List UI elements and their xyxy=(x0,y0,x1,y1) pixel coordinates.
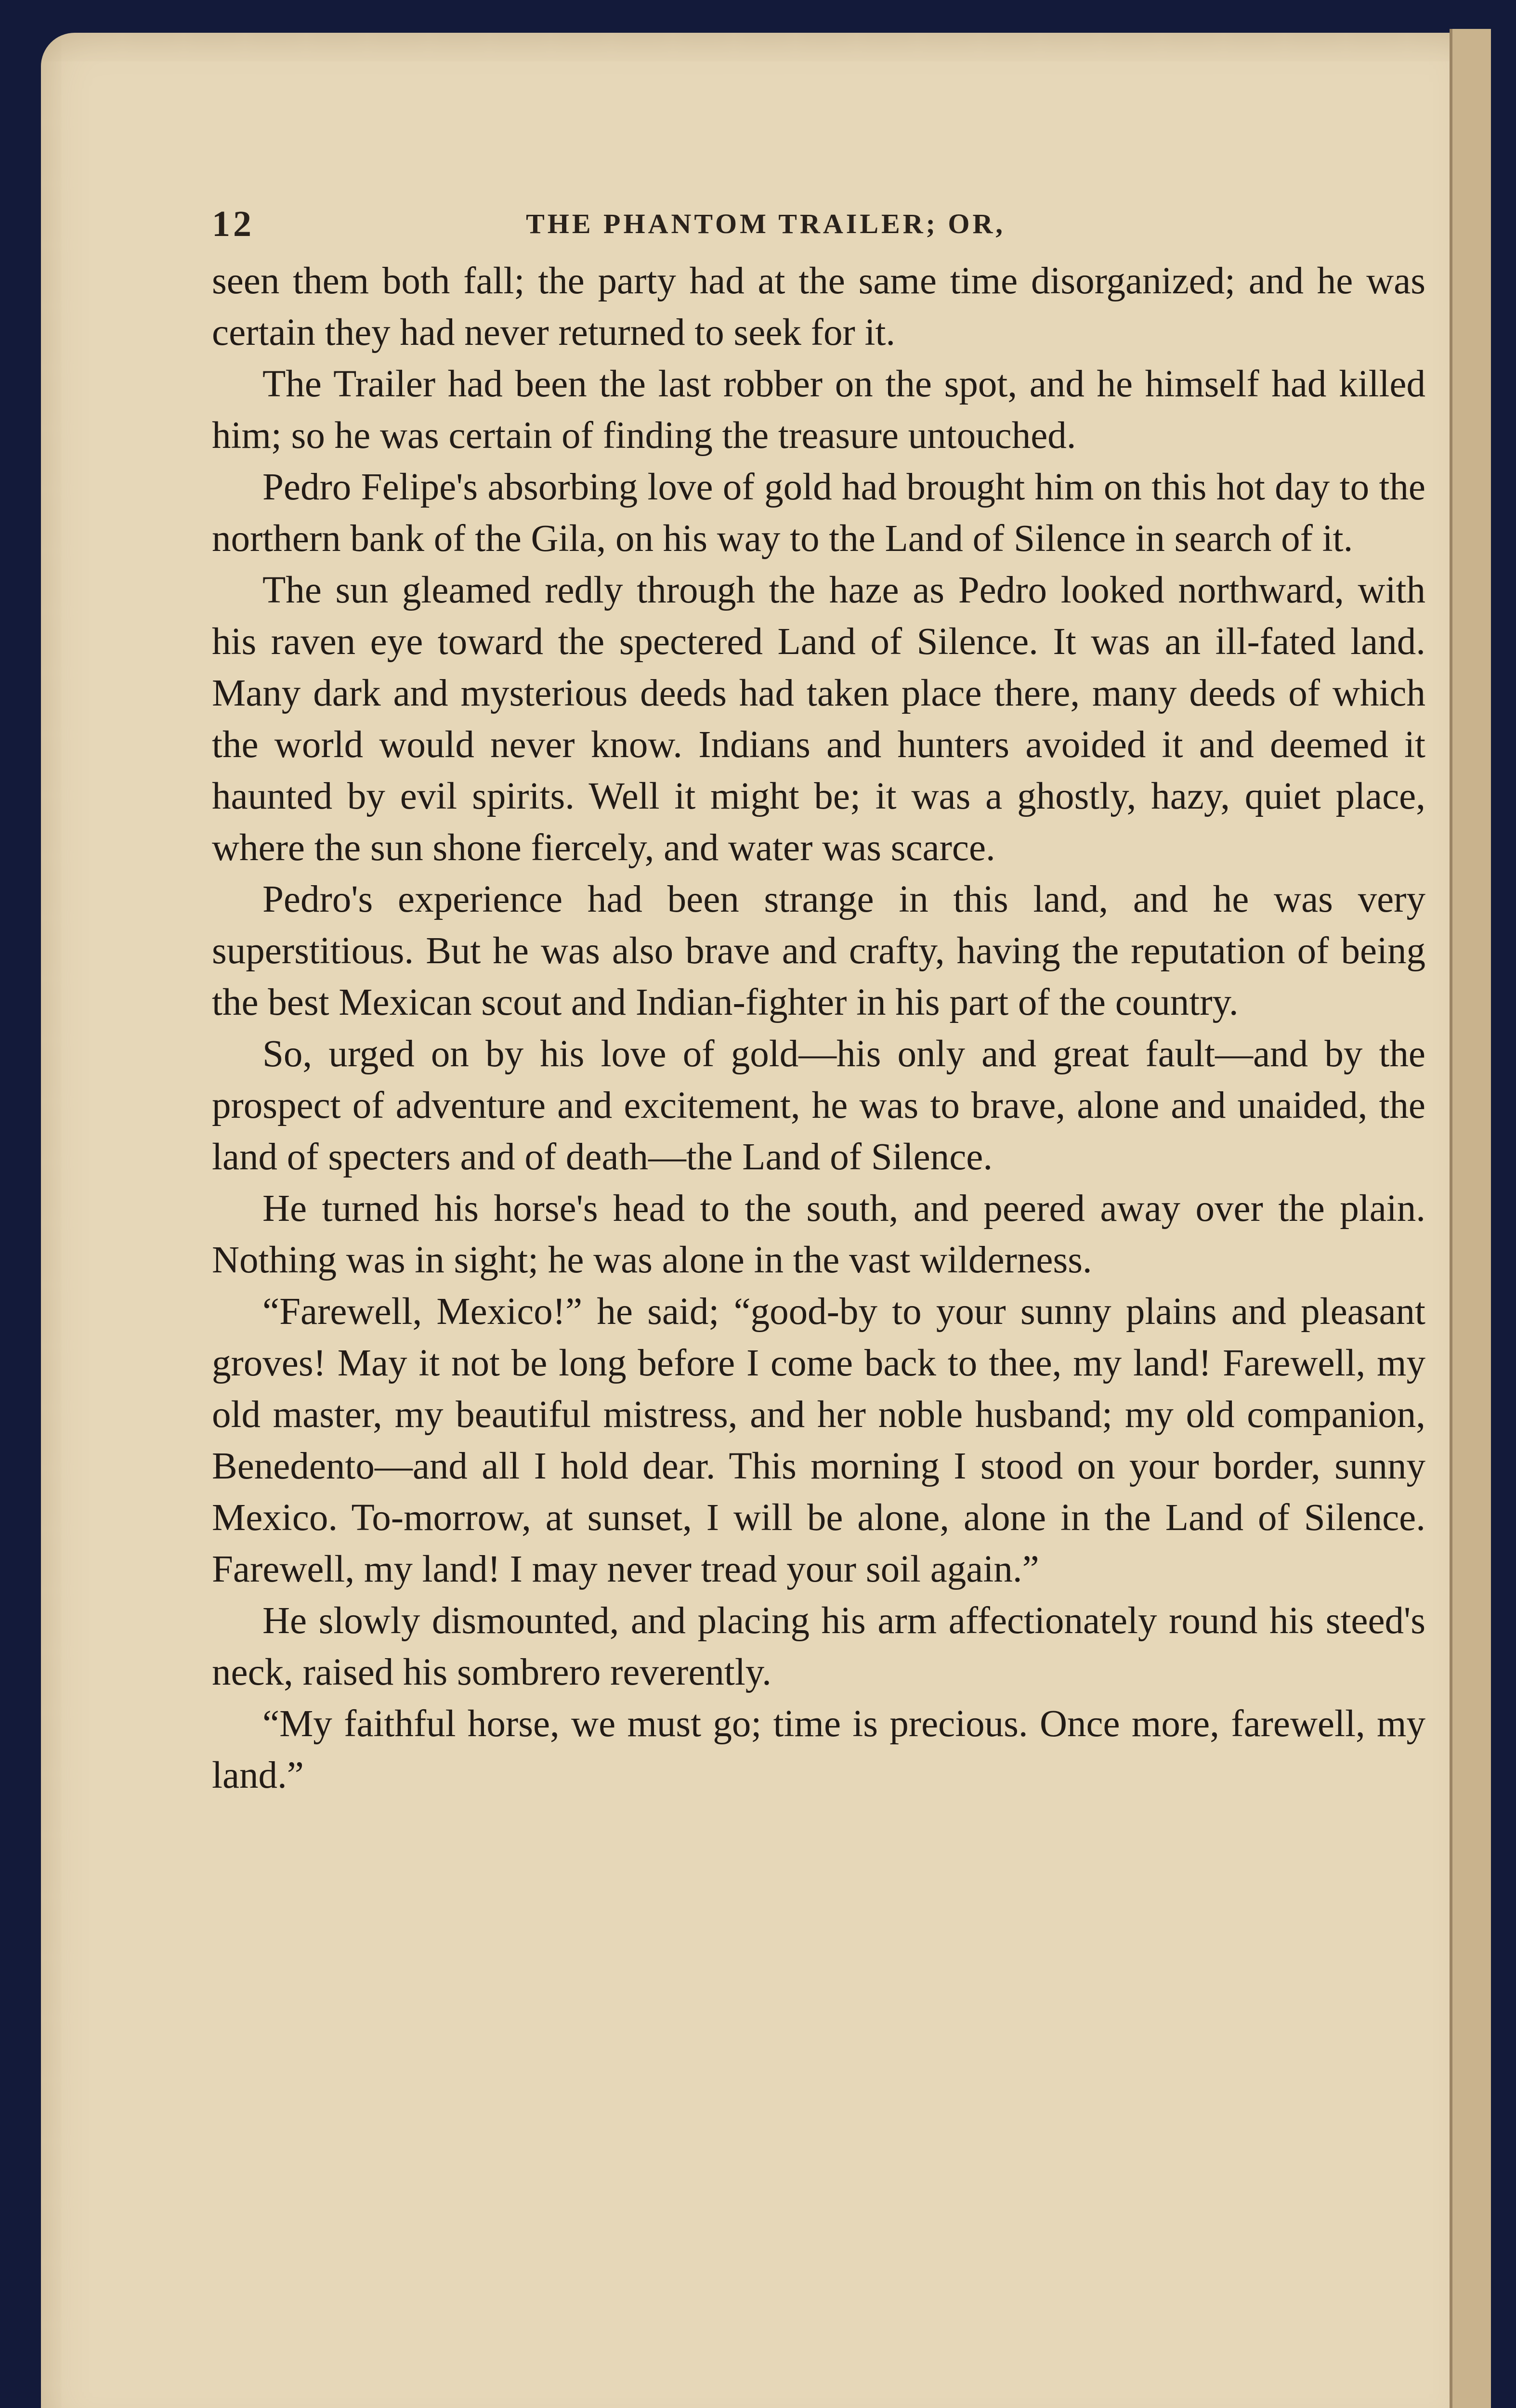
paragraph: He slowly dismounted, and placing his arm affectionately round his steed's neck, raised his sombrero reverently. xyxy=(212,1600,1425,1693)
paragraph: Pedro's experience had been strange in this land, and he was very superstitious. But he was also brave and crafty, having the reputation of being the best Mexican scout and Indian-fighter in his part of the country. xyxy=(212,878,1425,1023)
page-number: 12 xyxy=(212,204,254,244)
paragraph: The Trailer had been the last robber on the spot, and he himself had killed him; so he was certain of finding the treasure untouched. xyxy=(212,363,1425,457)
paragraph: The sun gleamed redly through the haze as Pedro looked northward, with his raven eye toward the spectered Land of Silence. It was an ill-fated land. Many dark and mysterious deeds had taken place there, many deeds of which the world would never know. Indians and hunters avoided it and deemed it haunted by evil spirits. Well it might be; it was a ghostly, hazy, quiet place, where the sun shone fiercely, and water was scarce. xyxy=(212,569,1425,869)
running-header xyxy=(212,197,1320,250)
paragraph: “Farewell, Mexico!” he said; “good-by to your sunny plains and pleasant groves! May it not be long before I come back to thee, my land! Farewell, my old master, my beautiful mistress, and her noble husband; my old companion, Benedento—and all I hold dear. This morning I stood on your border, sunny Mexico. To-morrow, at sunset, I will be alone, alone in the Land of Silence. Farewell, my land! I may never tread your soil again.” xyxy=(212,1291,1425,1590)
book-spine-edge xyxy=(1450,29,1491,2408)
paragraph: seen them both fall; the party had at the same time disorganized; and he was certain they had never returned to seek for it. xyxy=(212,260,1425,353)
running-title: THE PHANTOM TRAILER; OR, xyxy=(526,208,1006,239)
paragraph: “My faithful horse, we must go; time is precious. Once more, farewell, my land.” xyxy=(212,1703,1425,1796)
paragraph: So, urged on by his love of gold—his only and great fault—and by the prospect of adventure and excitement, he was to brave, alone and unaided, the land of specters and of death—the Land of Silence. xyxy=(212,1033,1425,1178)
paragraph: Pedro Felipe's absorbing love of gold had brought him on this hot day to the northern bank of the Gila, on his way to the Land of Silence in search of it. xyxy=(212,466,1425,560)
paragraph: He turned his horse's head to the south, and peered away over the plain. Nothing was in sight; he was alone in the vast wilderness. xyxy=(212,1188,1425,1281)
page-body xyxy=(212,255,1425,1801)
